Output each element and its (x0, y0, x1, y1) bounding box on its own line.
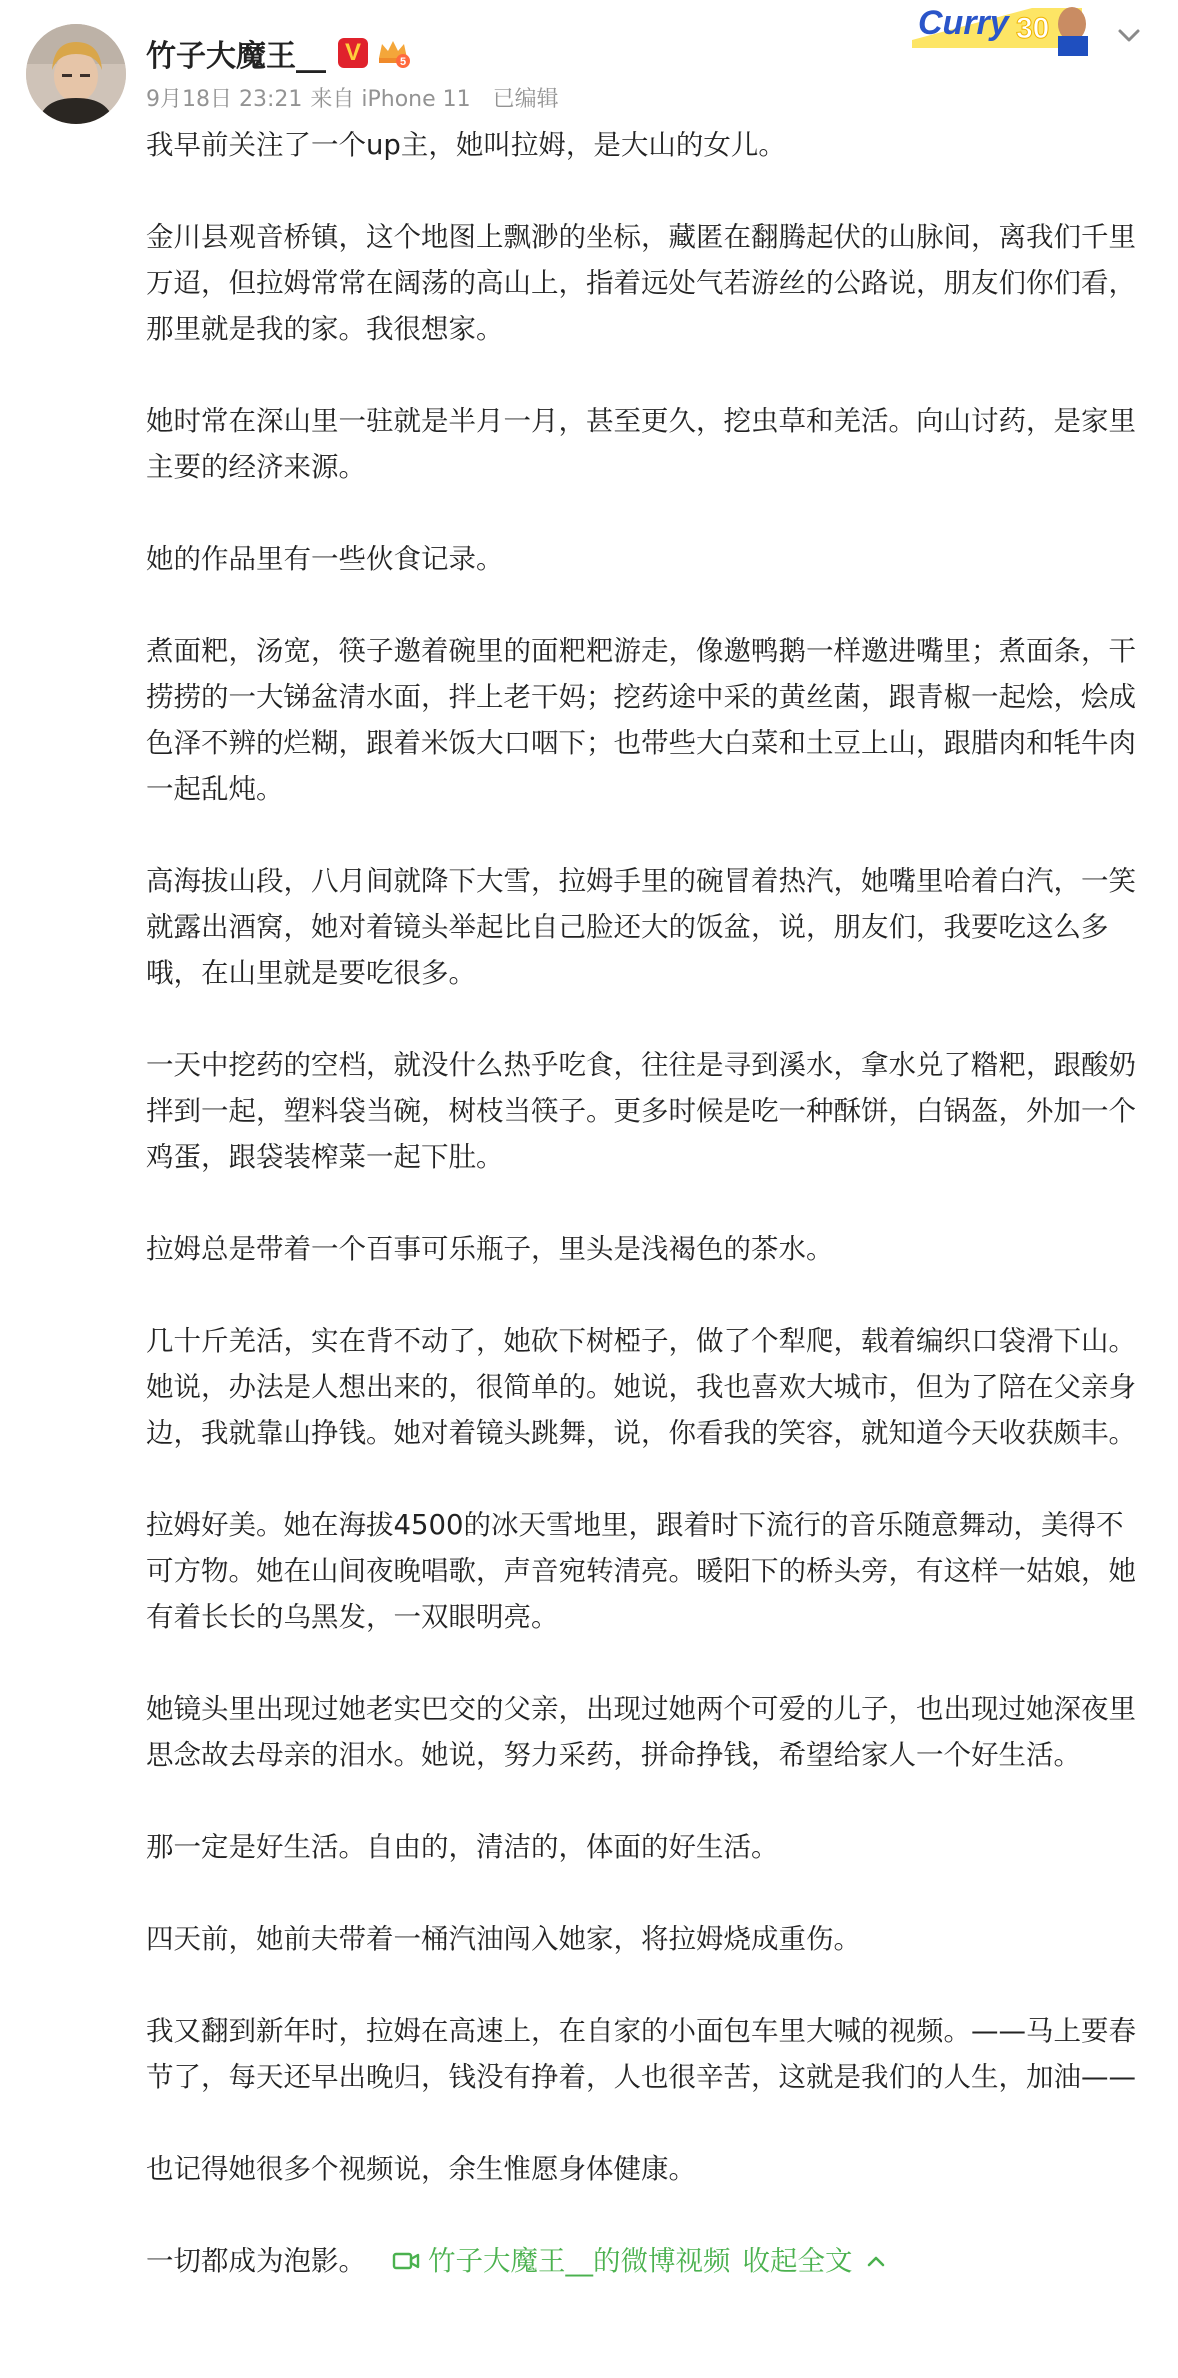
post-date: 9月18日 23:21 (146, 87, 303, 112)
final-sentence: 一切都成为泡影。 (146, 2245, 366, 2277)
paragraph: 四天前，她前夫带着一桶汽油闯入她家，将拉姆烧成重伤。 (146, 1923, 861, 1955)
post-source: 来自 iPhone 11 (310, 87, 471, 112)
decoration-card-text: Curry (918, 4, 1009, 42)
post-header (0, 0, 1178, 140)
paragraph: 她时常在深山里一驻就是半月一月，甚至更久，挖虫草和羌活。向山讨药，是家里主要的经济来源。 (146, 405, 1136, 483)
collapse-label[interactable]: 收起全文 (742, 2245, 853, 2277)
edited-label[interactable]: 已编辑 (492, 87, 559, 112)
avatar[interactable] (26, 24, 126, 124)
member-level-number: 5 (399, 56, 407, 68)
final-line (146, 2238, 1136, 2284)
paragraph: 她的作品里有一些伙食记录。 (146, 543, 504, 575)
paragraph: 几十斤羌活，实在背不动了，她砍下树椏子，做了个犁爬，载着编织口袋滑下山。她说，办法是人想出来的，很简单的。她说，我也喜欢大城市，但为了陪在父亲身边，我就靠山挣钱。她对着镜头跳舞，说，你看我的笑容，就知道今天收获颇丰。 (146, 1325, 1136, 1449)
paragraph: 也记得她很多个视频说，余生惟愿身体健康。 (146, 2153, 696, 2185)
paragraph: 高海拔山段，八月间就降下大雪，拉姆手里的碗冒着热汽，她嘴里哈着白汽，一笑就露出酒窝，她对着镜头举起比自己脸还大的饭盆，说，朋友们，我要吃这么多哦，在山里就是要吃很多。 (146, 865, 1136, 989)
video-link[interactable] (392, 2238, 731, 2284)
paragraph: 煮面粑，汤宽，筷子邀着碗里的面粑粑游走，像邀鸭鹅一样邀进嘴里；煮面条，干捞捞的一大锑盆清水面，拌上老干妈；挖药途中采的黄丝菌，跟青椒一起烩，烩成色泽不辨的烂糊，跟着米饭大口咽下；也带些大白菜和土豆上山，跟腊肉和牦牛肉一起乱炖。 (146, 635, 1136, 805)
paragraph: 那一定是好生活。自由的，清洁的，体面的好生活。 (146, 1831, 779, 1863)
username-row (146, 30, 410, 76)
collapse-button[interactable] (743, 2238, 887, 2284)
paragraph: 我又翻到新年时，拉姆在高速上，在自家的小面包车里大喊的视频。——马上要春节了，每天还早出晚归，钱没有挣着，人也很辛苦，这就是我们的人生，加油—— (146, 2015, 1136, 2093)
verified-badge-icon: V (338, 38, 368, 68)
chevron-up-icon (865, 2250, 887, 2272)
avatar-image (26, 24, 126, 124)
paragraph: 她镜头里出现过她老实巴交的父亲，出现过她两个可爱的儿子，也出现过她深夜里思念故去母亲的泪水。她说，努力采药，拼命挣钱，希望给家人一个好生活。 (146, 1693, 1136, 1771)
paragraph: 一天中挖药的空档，就没什么热乎吃食，往往是寻到溪水，拿水兑了糌粑，跟酸奶拌到一起，塑料袋当碗，树枝当筷子。更多时候是吃一种酥饼，白锅盔，外加一个鸡蛋，跟袋装榨菜一起下肚。 (146, 1049, 1136, 1173)
post-body (146, 122, 1136, 2284)
paragraph: 我早前关注了一个up主，她叫拉姆，是大山的女儿。 (146, 129, 786, 161)
video-link-label[interactable]: 竹子大魔王__的微博视频 (428, 2245, 731, 2277)
video-camera-icon (392, 2250, 420, 2272)
paragraph: 拉姆好美。她在海拔4500的冰天雪地里，跟着时下流行的音乐随意舞动，美得不可方物。她在山间夜晚唱歌，声音宛转清亮。暖阳下的桥头旁，有这样一姑娘，她有着长长的乌黑发，一双眼明亮。 (146, 1509, 1136, 1633)
paragraph: 金川县观音桥镇，这个地图上飘渺的坐标，藏匿在翻腾起伏的山脉间，离我们千里万迢，但拉姆常常在阔荡的高山上，指着远处气若游丝的公路说，朋友们你们看，那里就是我的家。我很想家。 (146, 221, 1136, 345)
paragraph: 拉姆总是带着一个百事可乐瓶子，里头是浅褐色的茶水。 (146, 1233, 834, 1265)
author-name[interactable]: 竹子大魔王__ (146, 39, 326, 74)
decoration-card[interactable] (912, 0, 1098, 56)
post-meta (146, 82, 559, 113)
member-level-icon (376, 36, 410, 70)
decoration-card-number: 30 (1016, 12, 1050, 45)
chevron-down-icon[interactable] (1114, 20, 1144, 50)
